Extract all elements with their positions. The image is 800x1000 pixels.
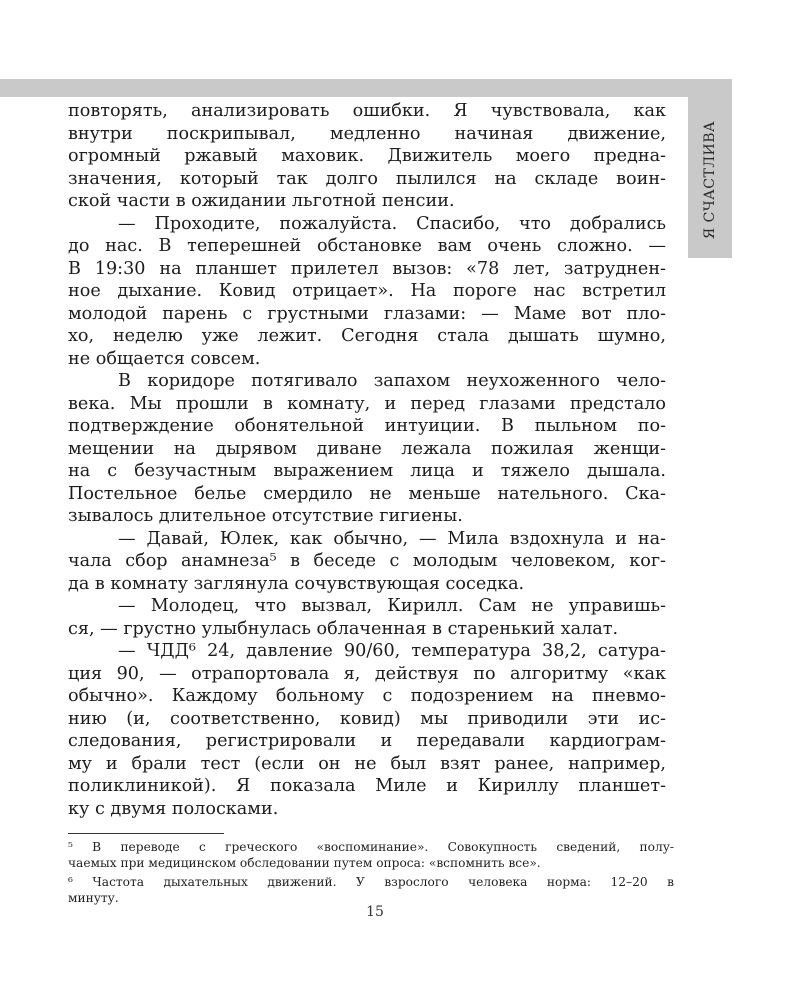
side-tab-label: Я СЧАСТЛИВА — [702, 120, 719, 240]
footnote-line: ⁶ Частота дыхательных движений. У взрослого человека норма: 12–20 в — [68, 875, 674, 889]
text-line: огромный ржавый маховик. Движитель моего предна- — [68, 146, 666, 166]
header-band — [0, 79, 732, 97]
text-line: поликлиникой). Я показала Миле и Кириллу планшет- — [68, 776, 666, 796]
text-line: не общается совсем. — [68, 348, 261, 369]
text-line: Постельное белье смердило не меньше нательного. Ска- — [68, 483, 666, 504]
text-line: ся, — грустно улыбнулась облаченная в старенький халат. — [68, 618, 619, 639]
text-line: — Молодец, что вызвал, Кирилл. Сам не управишь- — [118, 596, 666, 616]
text-line: В коридоре потягивало запахом неухоженного чело- — [118, 371, 666, 391]
text-line: до нас. В теперешней обстановке вам очень сложно. — — [68, 236, 666, 256]
text-line: ное дыхание. Ковид отрицает». На пороге нас встретил — [68, 281, 666, 301]
text-line: молодой парень с грустными глазами: — Маме вот пло- — [68, 303, 666, 324]
text-line: да в комнату заглянула сочувствующая соседка. — [68, 573, 525, 594]
text-line: внутри поскрипывал, медленно начиная движение, — [68, 123, 666, 144]
text-line: му и брали тест (если он не был взят ранее, например, — [68, 753, 666, 774]
text-line: повторять, анализировать ошибки. Я чувствовала, как — [68, 101, 666, 121]
text-line: ской части в ожидании льготной пенсии. — [68, 191, 455, 211]
footnotes — [68, 840, 674, 906]
side-tab-label-box — [688, 120, 732, 240]
text-line: ку с двумя полосками. — [68, 798, 279, 819]
page-number: 15 — [366, 904, 384, 920]
text-line: мещении на дырявом диване лежала пожилая женщи- — [68, 438, 666, 459]
footnote-line: минуту. — [68, 890, 119, 905]
text-line: чала сбор анамнеза⁵ в беседе с молодым человеком, ког- — [68, 551, 666, 571]
footnote-line: ⁵ В переводе с греческого «воспоминание». Совокупность сведений, полу- — [68, 840, 674, 854]
text-line: ция 90, — отрапортовала я, действуя по алгоритму «как — [68, 663, 666, 684]
text-line: века. Мы прошли в комнату, и перед глазами предстало — [68, 393, 666, 414]
text-line: зывалось длительное отсутствие гигиены. — [68, 506, 463, 526]
text-line: значения, который так долго пылился на складе воин- — [68, 168, 666, 189]
footnote-line: чаемых при медицинском обследовании путем опроса: «вспомнить все». — [68, 855, 541, 870]
text-line: на с безучастным выражением лица и тяжело дышала. — [68, 461, 666, 481]
text-line: нию (и, соответственно, ковид) мы приводили эти ис- — [68, 708, 666, 729]
text-line: — Давай, Юлек, как обычно, — Мила вздохнула и на- — [118, 528, 666, 549]
text-line: хо, неделю уже лежит. Сегодня стала дышать шумно, — [68, 326, 666, 346]
text-line: — Проходите, пожалуйста. Спасибо, что добрались — [118, 213, 666, 234]
text-line: подтверждение обонятельной интуиции. В пыльном по- — [68, 416, 666, 436]
text-line: обычно». Каждому больному с подозрением на пневмо- — [68, 686, 666, 706]
text-line: следования, регистрировали и передавали кардиограм- — [68, 731, 666, 751]
footnote-rule — [68, 833, 224, 834]
text-line: — ЧДД⁶ 24, давление 90/60, температура 38,2, сатура- — [118, 641, 666, 661]
text-line: В 19:30 на планшет прилетел вызов: «78 лет, затруднен- — [68, 258, 666, 279]
body-text — [68, 100, 666, 820]
